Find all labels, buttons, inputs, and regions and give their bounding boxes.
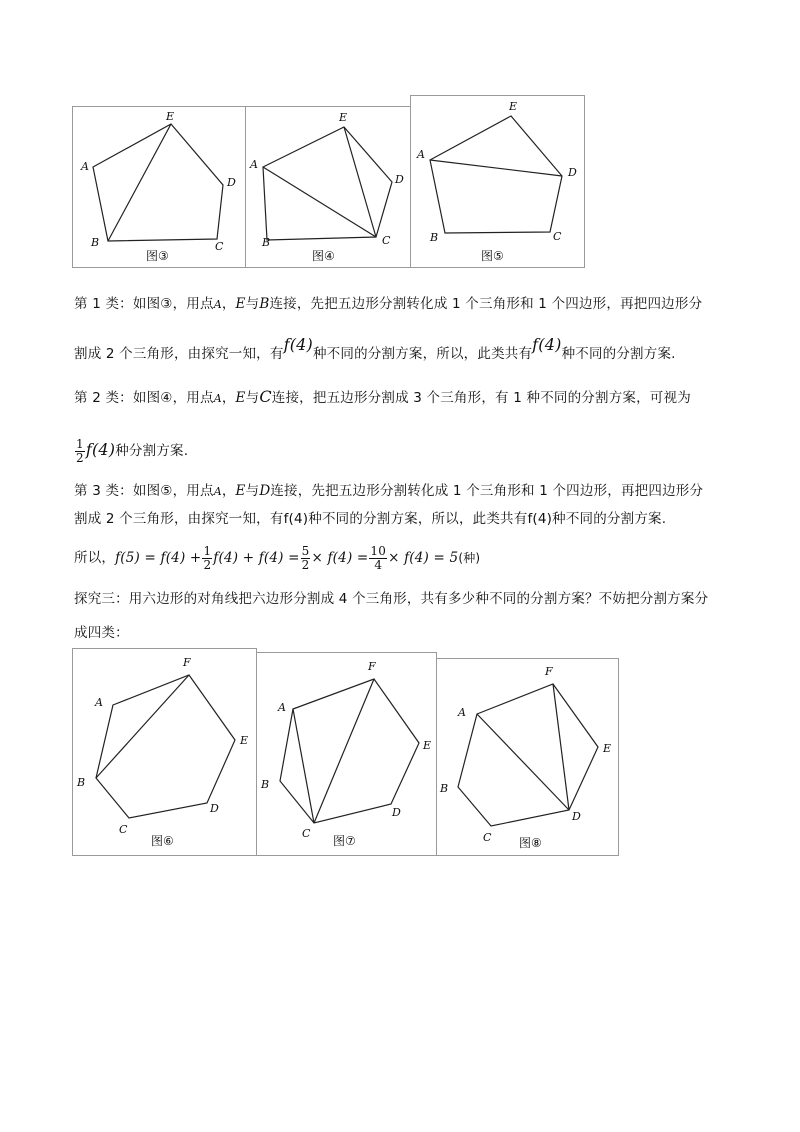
fraction-one-half: $\frac{1}{2}$ — [76, 436, 84, 465]
label-A: A — [95, 696, 103, 709]
label-F: F — [545, 665, 553, 678]
paragraph-conclusion: 所以，f(5) = f(4) + $\frac{1}{2}$ f(4) + f(4) = $\frac{5}{2}$ × f(4) = $\frac{10}{4}$ × f(4) = 5(种) — [74, 543, 481, 572]
figure-7 — [256, 652, 437, 856]
label-B: B — [262, 236, 271, 249]
label-E: E — [603, 742, 612, 755]
label-C: C — [553, 230, 562, 243]
label-D: D — [227, 176, 236, 189]
label-E: E — [240, 734, 249, 747]
figure-caption: 图⑤ — [481, 249, 504, 263]
hexagon-figure-7 — [257, 653, 438, 857]
label-D: D — [210, 802, 219, 815]
label-A: A — [278, 701, 286, 714]
label-C: C — [119, 823, 128, 836]
figure-caption: 图⑧ — [519, 836, 542, 850]
label-B: B — [261, 778, 270, 791]
paragraph-explore-3-cont: 成四类： — [74, 625, 129, 641]
paragraph-class-1: 第 1 类：如图③，用点A，E与B连接，先把五边形分割转化成 1 个三角形和 1 个四边形，再把四边形分 — [74, 296, 703, 312]
figure-5 — [410, 95, 585, 268]
paragraph-class-3: 第 3 类：如图⑤，用点A，E与D连接，先把五边形分割转化成 1 个三角形和 1 个四边形，再把四边形分 — [74, 483, 704, 499]
figure-caption: 图⑥ — [151, 834, 174, 848]
label-E: E — [509, 100, 518, 113]
figure-caption: 图④ — [312, 249, 335, 263]
label-F: F — [368, 660, 376, 673]
label-F: F — [183, 656, 191, 669]
figure-caption: 图③ — [146, 249, 169, 263]
label-D: D — [392, 806, 401, 819]
label-B: B — [440, 782, 449, 795]
label-D: D — [572, 810, 581, 823]
hexagon-figure-8 — [437, 659, 620, 857]
figure-4 — [245, 106, 411, 268]
label-A: A — [417, 148, 425, 161]
label-C: C — [382, 234, 391, 247]
label-A: A — [250, 158, 258, 171]
label-A: A — [458, 706, 466, 719]
label-C: C — [215, 240, 224, 253]
label-B: B — [91, 236, 100, 249]
label-B: B — [430, 231, 439, 244]
paragraph-class-2-cont: $\frac{1}{2}$ f(4)种分割方案. — [76, 436, 189, 465]
paragraph-class-3-cont: 割成 2 个三角形，由探究一知，有f(4)种不同的分割方案，所以，此类共有f(4)种不同的分割方案. — [74, 511, 667, 527]
label-D: D — [568, 166, 577, 179]
label-B: B — [77, 776, 86, 789]
pentagon-figure-3 — [73, 107, 247, 269]
label-C: C — [302, 827, 311, 840]
label-D: D — [395, 173, 404, 186]
figure-3 — [72, 106, 246, 268]
figure-6 — [72, 648, 257, 856]
label-E: E — [166, 110, 175, 123]
label-E: E — [339, 111, 348, 124]
label-A: A — [81, 160, 89, 173]
pentagon-figure-4 — [246, 107, 412, 269]
paragraph-class-1-cont: 割成 2 个三角形，由探究一知，有f(4)种不同的分割方案，所以，此类共有f(4)种不同的分割方案. — [74, 335, 676, 362]
figure-8 — [436, 658, 619, 856]
paragraph-explore-3: 探究三：用六边形的对角线把六边形分割成 4 个三角形，共有多少种不同的分割方案？不妨把分割方案分 — [74, 591, 709, 607]
label-E: E — [423, 739, 432, 752]
paragraph-class-2: 第 2 类：如图④，用点A，E与C连接，把五边形分割成 3 个三角形，有 1 种不同的分割方案，可视为 — [74, 387, 691, 406]
figure-caption: 图⑦ — [333, 834, 356, 848]
hexagon-figure-6 — [73, 649, 258, 857]
pentagon-figure-5 — [411, 96, 586, 269]
label-C: C — [483, 831, 492, 844]
